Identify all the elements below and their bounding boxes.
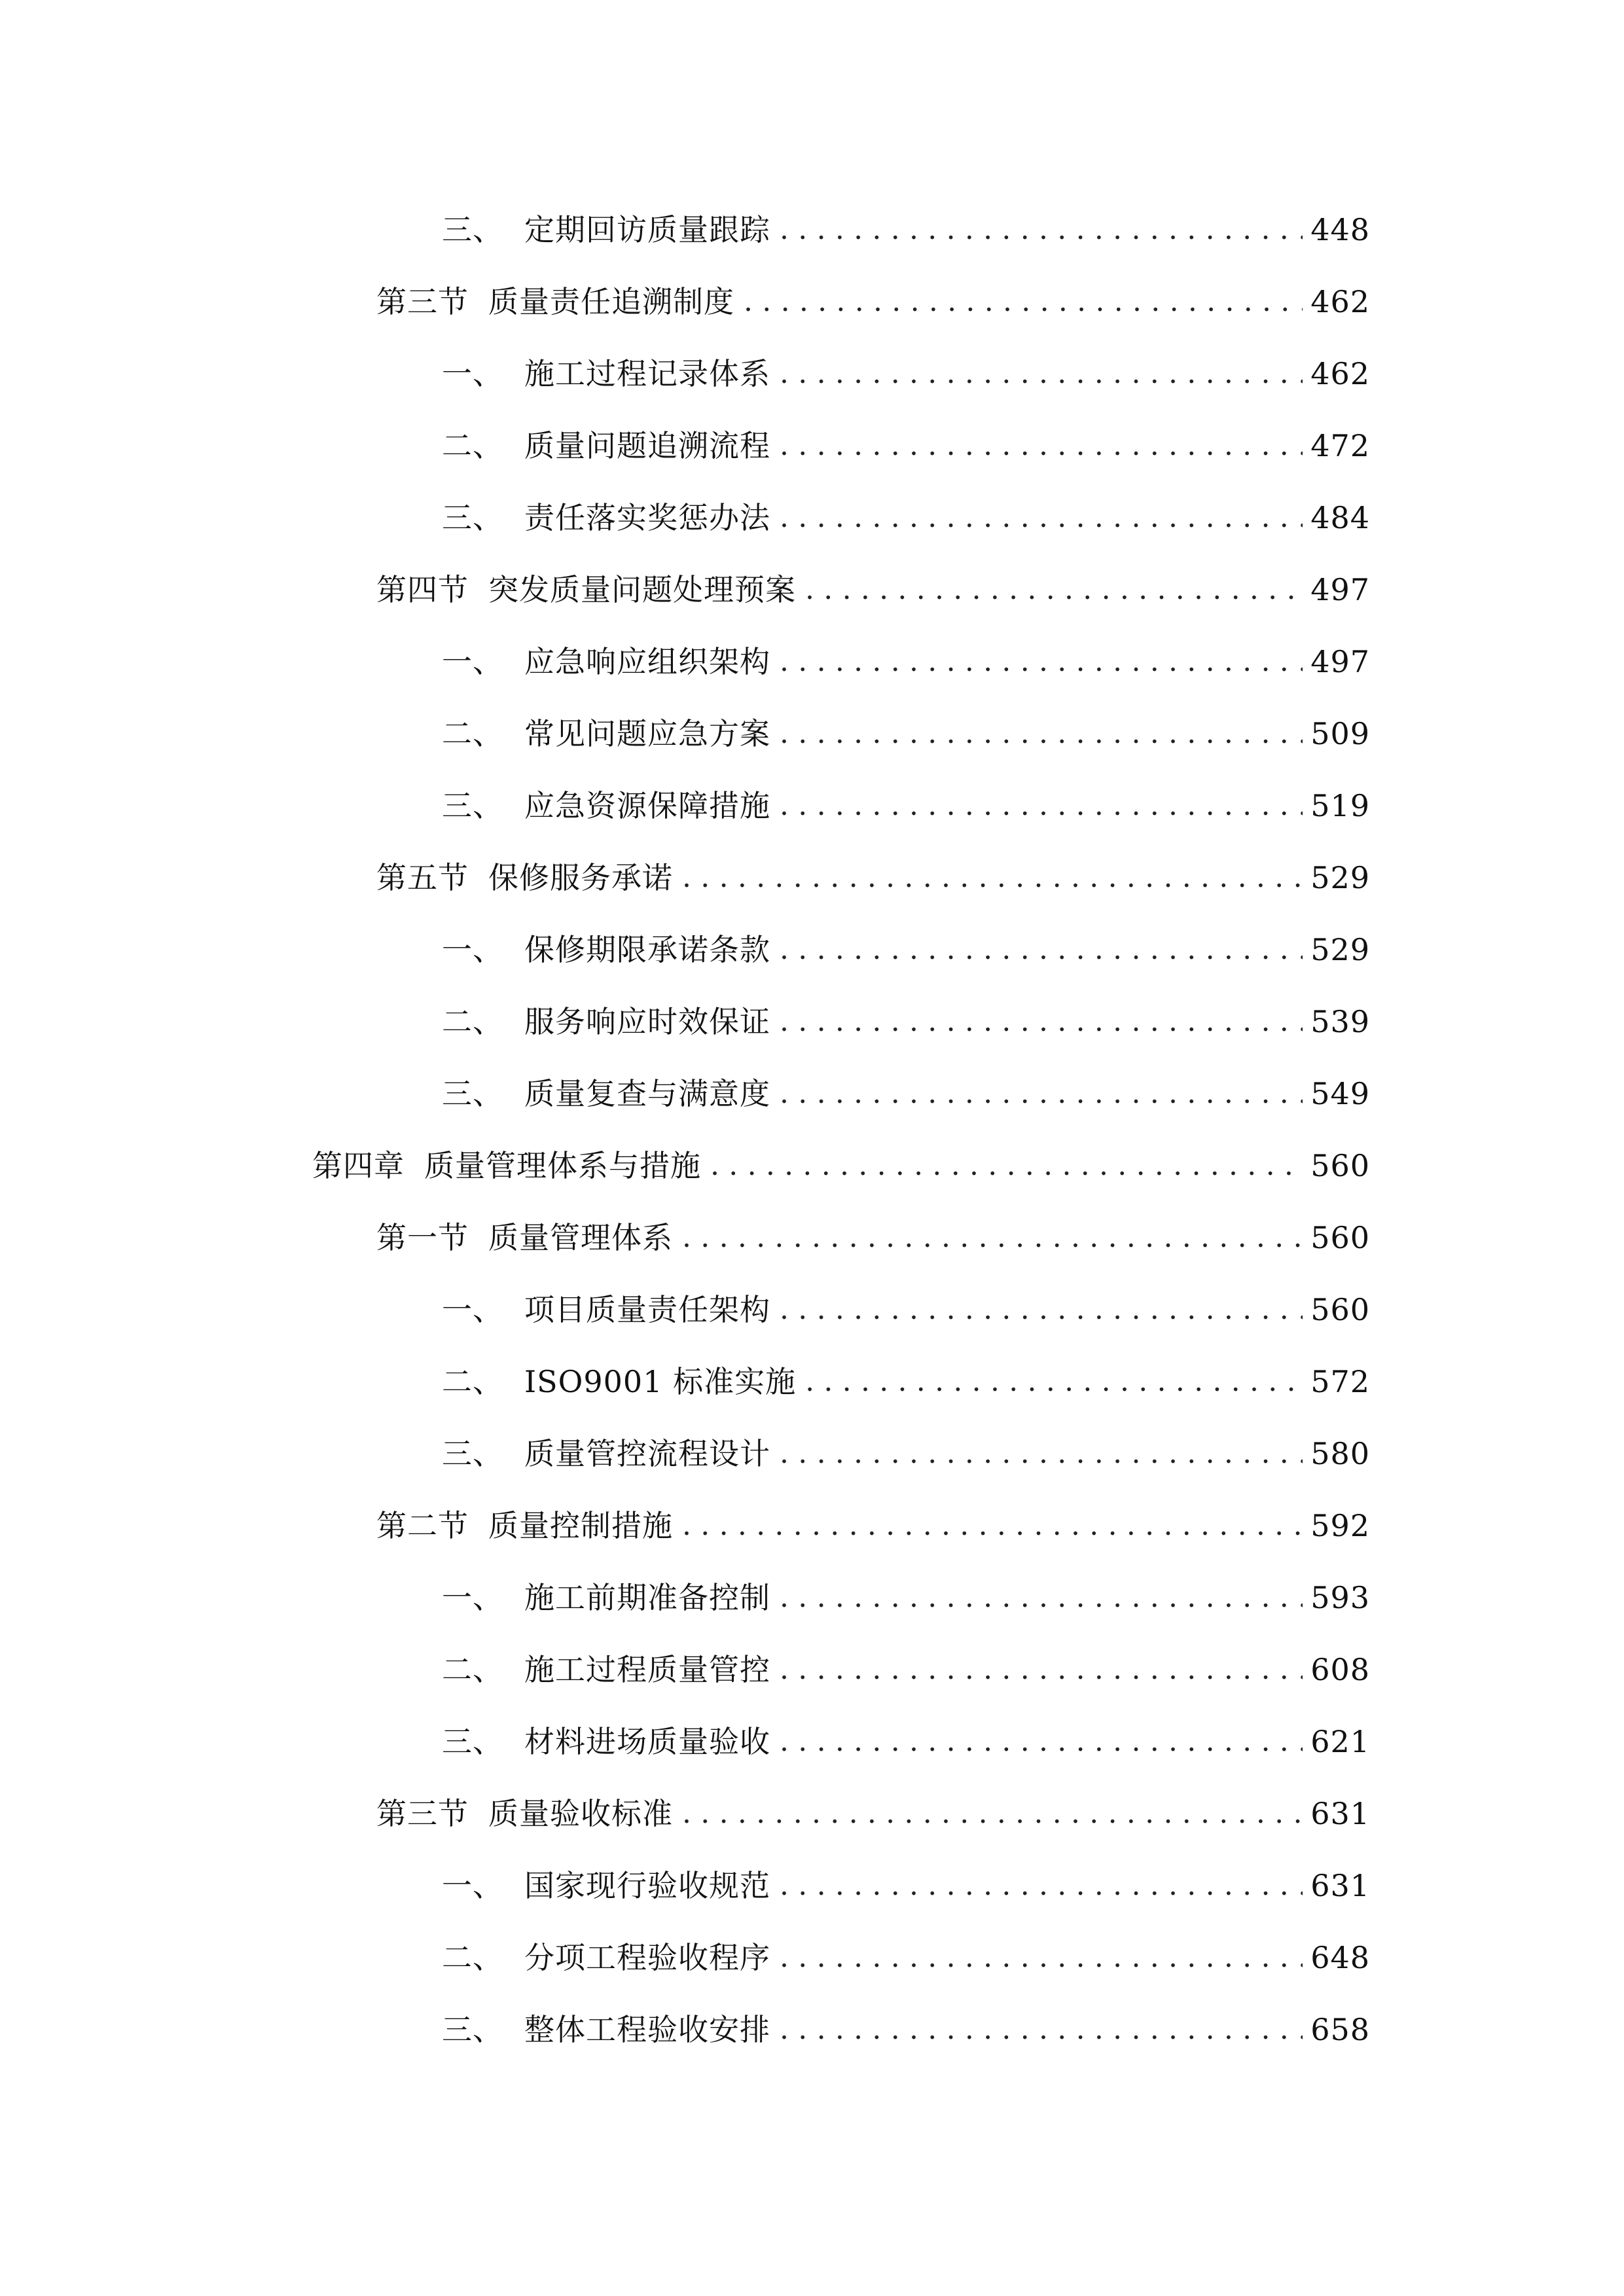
toc-entry-item[interactable] [0,338,1624,410]
toc-entry-page-number: 648 [1310,1940,1370,1975]
toc-entry-page-number: 631 [1310,1796,1370,1831]
dot-leader [780,1871,1303,1900]
toc-entry-title: 定期回访质量跟踪 [524,212,770,247]
toc-entry-title: 常见问题应急方案 [524,716,770,751]
toc-entry-chapter[interactable] [0,1130,1624,1202]
toc-entry-label [376,1796,673,1831]
toc-entry-number: 一、 [442,932,503,967]
toc-entry-title: 突发质量问题处理预案 [488,572,796,607]
toc-entry-page-number: 484 [1310,500,1370,535]
toc-entry-section[interactable] [0,1778,1624,1850]
toc-entry-title: 服务响应时效保证 [524,1004,770,1039]
toc-entry-number: 二、 [442,428,503,463]
toc-entry-title: 责任落实奖惩办法 [524,500,770,535]
toc-entry-number: 三、 [442,2012,503,2047]
toc-entry-label [376,1220,673,1255]
toc-entry-item[interactable] [0,626,1624,698]
toc-entry-page-number: 631 [1310,1868,1370,1903]
toc-entry-label [442,1724,770,1759]
toc-entry-number: 一、 [442,1292,503,1327]
toc-entry-number: 一、 [442,1868,503,1903]
toc-entry-page-number: 462 [1310,284,1370,319]
dot-leader [710,1151,1303,1180]
dot-leader [744,287,1303,316]
toc-entry-number: 一、 [442,356,503,391]
dot-leader [780,215,1303,244]
toc-entry-page-number: 509 [1310,716,1370,751]
toc-entry-item[interactable] [0,1634,1624,1706]
toc-entry-section[interactable] [0,1490,1624,1562]
toc-entry-title: 材料进场质量验收 [524,1724,770,1759]
toc-entry-label [442,644,770,679]
dot-leader [780,1655,1303,1684]
toc-entry-number: 二、 [442,716,503,751]
toc-entry-label [376,572,796,607]
toc-entry-page-number: 560 [1310,1148,1370,1183]
dot-leader [780,1583,1303,1612]
toc-entry-page-number: 539 [1310,1004,1370,1039]
toc-entry-page-number: 519 [1310,788,1370,823]
toc-entry-label [442,1292,770,1327]
toc-entry-page-number: 658 [1310,2012,1370,2047]
dot-leader [682,863,1303,892]
toc-entry-title: 质量管理体系 [488,1220,673,1255]
toc-entry-title: 质量控制措施 [488,1508,673,1543]
toc-entry-item[interactable] [0,986,1624,1058]
toc-entry-title: 保修期限承诺条款 [524,932,770,967]
toc-entry-item[interactable] [0,770,1624,842]
dot-leader [780,647,1303,676]
toc-entry-page-number: 497 [1310,572,1370,607]
toc-entry-label [442,1436,770,1471]
toc-entry-item[interactable] [0,1274,1624,1346]
toc-entry-title: 整体工程验收安排 [524,2012,770,2047]
dot-leader [805,575,1303,604]
toc-entry-section[interactable] [0,842,1624,914]
toc-entry-label [376,1508,673,1543]
toc-entry-item[interactable] [0,194,1624,266]
toc-entry-number: 三、 [442,500,503,535]
toc-entry-number: 第五节 [376,860,469,895]
toc-entry-number: 第四章 [312,1148,405,1183]
toc-entry-label [442,1580,770,1615]
toc-entry-number: 第三节 [376,1796,469,1831]
dot-leader [780,431,1303,460]
toc-entry-label [376,860,673,895]
dot-leader [780,1943,1303,1972]
toc-entry-item[interactable] [0,914,1624,986]
toc-entry-page-number: 608 [1310,1652,1370,1687]
toc-entry-number: 第二节 [376,1508,469,1543]
toc-entry-number: 第三节 [376,284,469,319]
toc-entry-title: 质量责任追溯制度 [488,284,734,319]
toc-entry-label [442,2012,770,2047]
toc-entry-title: 施工过程记录体系 [524,356,770,391]
toc-entry-title: 保修服务承诺 [488,860,673,895]
toc-entry-section[interactable] [0,554,1624,626]
toc-entry-item[interactable] [0,410,1624,482]
toc-entry-item[interactable] [0,1994,1624,2066]
toc-entry-label [442,1364,797,1399]
toc-entry-number: 三、 [442,1076,503,1111]
toc-entry-label [442,932,770,967]
toc-entry-section[interactable] [0,266,1624,338]
toc-entry-page-number: 448 [1310,212,1370,247]
toc-entry-number: 三、 [442,1724,503,1759]
toc-entry-label [442,788,770,823]
toc-entry-number: 一、 [442,1580,503,1615]
dot-leader [780,935,1303,964]
toc-entry-title: 质量管理体系与措施 [424,1148,701,1183]
toc-entry-page-number: 549 [1310,1076,1370,1111]
toc-entry-number: 三、 [442,212,503,247]
toc-entry-item[interactable] [0,698,1624,770]
toc-entry-label [442,500,770,535]
dot-leader [780,359,1303,388]
toc-entry-item[interactable] [0,1850,1624,1922]
toc-entry-label [376,284,734,319]
toc-entry-label [312,1148,701,1183]
toc-entry-title: ISO9001 标准实施 [524,1364,797,1399]
toc-entry-label [442,1004,770,1039]
toc-entry-page-number: 621 [1310,1724,1370,1759]
toc-entry-number: 二、 [442,1004,503,1039]
toc-entry-item[interactable] [0,1058,1624,1130]
table-of-contents [0,194,1624,2066]
toc-entry-item[interactable] [0,1706,1624,1778]
toc-entry-label [442,1652,770,1687]
toc-entry-number: 第四节 [376,572,469,607]
toc-entry-item[interactable] [0,1346,1624,1418]
toc-entry-label [442,1868,770,1903]
dot-leader [780,1295,1303,1324]
toc-entry-title: 质量问题追溯流程 [524,428,770,463]
toc-entry-number: 第一节 [376,1220,469,1255]
dot-leader [780,1079,1303,1108]
toc-entry-item[interactable] [0,1562,1624,1634]
toc-entry-item[interactable] [0,1922,1624,1994]
toc-entry-item[interactable] [0,482,1624,554]
toc-entry-title: 应急资源保障措施 [524,788,770,823]
toc-entry-label [442,716,770,751]
dot-leader [682,1511,1303,1540]
toc-entry-page-number: 462 [1310,356,1370,391]
toc-entry-title: 施工过程质量管控 [524,1652,770,1687]
toc-entry-title: 分项工程验收程序 [524,1940,770,1975]
dot-leader [780,2015,1303,2044]
toc-entry-number: 一、 [442,644,503,679]
toc-entry-label [442,1076,770,1111]
toc-entry-title: 应急响应组织架构 [524,644,770,679]
dot-leader [805,1367,1303,1396]
toc-entry-page-number: 560 [1310,1292,1370,1327]
toc-entry-page-number: 560 [1310,1220,1370,1255]
toc-entry-number: 二、 [442,1652,503,1687]
dot-leader [682,1799,1303,1828]
toc-entry-number: 二、 [442,1364,503,1399]
toc-entry-section[interactable] [0,1202,1624,1274]
dot-leader [780,791,1303,820]
toc-entry-label [442,1940,770,1975]
toc-entry-title: 质量复查与满意度 [524,1076,770,1111]
toc-entry-number: 三、 [442,788,503,823]
toc-entry-label [442,356,770,391]
dot-leader [682,1223,1303,1252]
toc-entry-title: 国家现行验收规范 [524,1868,770,1903]
toc-entry-page-number: 580 [1310,1436,1370,1471]
toc-entry-label [442,428,770,463]
toc-entry-page-number: 592 [1310,1508,1370,1543]
dot-leader [780,1007,1303,1036]
toc-entry-title: 项目质量责任架构 [524,1292,770,1327]
dot-leader [780,719,1303,748]
dot-leader [780,503,1303,532]
toc-entry-page-number: 572 [1310,1364,1370,1399]
dot-leader [780,1727,1303,1756]
toc-entry-number: 二、 [442,1940,503,1975]
toc-entry-item[interactable] [0,1418,1624,1490]
toc-entry-number: 三、 [442,1436,503,1471]
toc-entry-page-number: 529 [1310,932,1370,967]
toc-entry-label [442,212,770,247]
toc-entry-title: 质量验收标准 [488,1796,673,1831]
toc-entry-title: 质量管控流程设计 [524,1436,770,1471]
toc-entry-title: 施工前期准备控制 [524,1580,770,1615]
dot-leader [780,1439,1303,1468]
toc-entry-page-number: 529 [1310,860,1370,895]
toc-entry-page-number: 593 [1310,1580,1370,1615]
toc-entry-page-number: 497 [1310,644,1370,679]
toc-entry-page-number: 472 [1310,428,1370,463]
